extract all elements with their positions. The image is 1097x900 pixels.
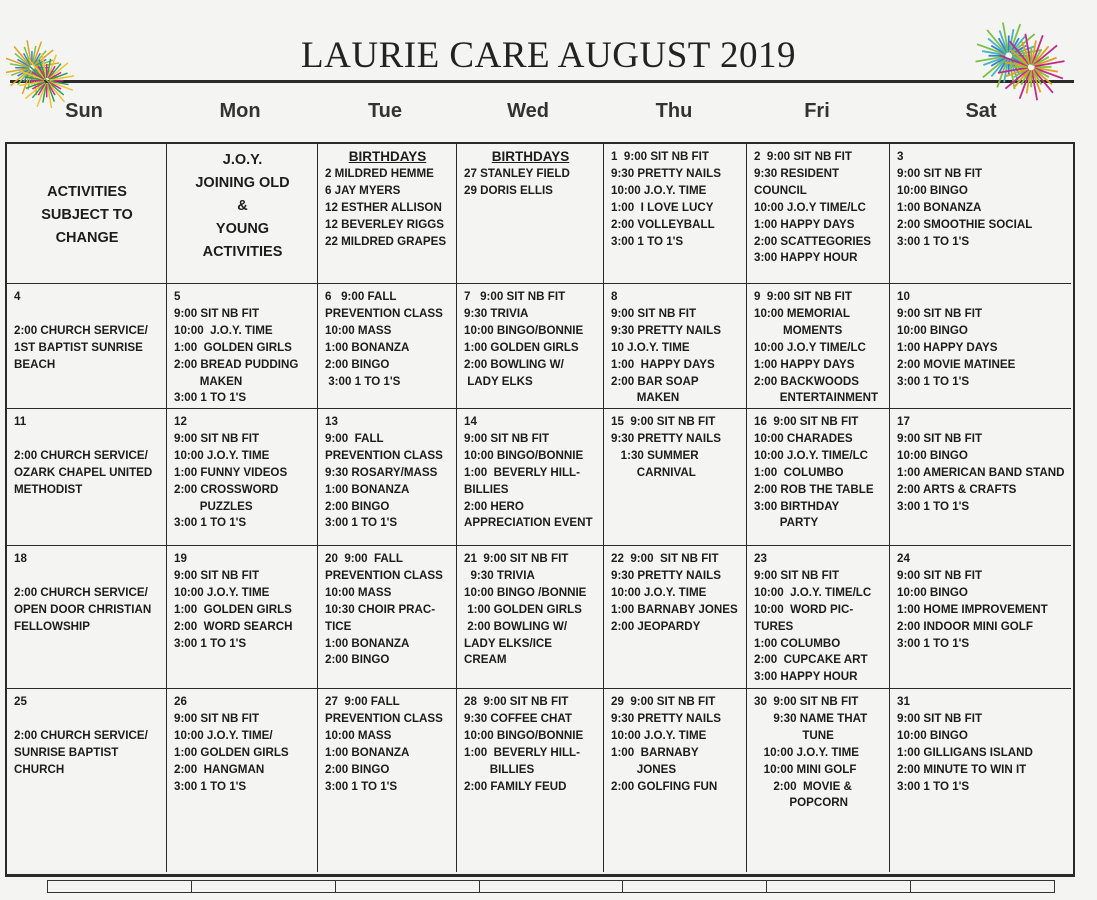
cell-line: 2:00 BINGO [325, 499, 390, 513]
cell-line: 9:00 SIT NB FIT [897, 711, 983, 725]
cell-line: OPEN DOOR CHRISTIAN [14, 602, 152, 616]
cell-line: MAKEN [611, 391, 680, 405]
calendar-cell [167, 284, 318, 409]
weekday-label: Sat [965, 100, 997, 122]
cell-line: 10:00 J.O.Y. TIME [174, 448, 270, 462]
cell-line: 16 9:00 SIT NB FIT [754, 415, 859, 428]
cell-line: 2:00 ARTS & CRAFTS [897, 482, 1017, 496]
cell-line: J.O.Y. [222, 152, 263, 168]
cell-line: 3:00 1 TO 1'S [174, 636, 247, 650]
cell-line: 1:00 COLUMBO [754, 636, 841, 650]
calendar-cell [747, 409, 890, 546]
cell-line: 3:00 HAPPY HOUR [754, 251, 858, 265]
calendar-cell [604, 546, 747, 689]
cell-line: 9:00 SIT NB FIT [897, 166, 983, 180]
cell-line: 2:00 MOVIE & [754, 779, 852, 793]
cell-line: 1:00 I LOVE LUCY [611, 200, 714, 214]
cell-line: 3:00 1 TO 1'S [897, 636, 970, 650]
cell-line: 27 STANLEY FIELD [464, 166, 570, 180]
cell-line: 9:30 RESIDENT [754, 166, 840, 180]
cell-line: APPRECIATION EVENT [464, 516, 593, 530]
cell-line: 3:00 1 TO 1'S [325, 779, 398, 793]
cell-line: PREVENTION CLASS [325, 448, 443, 462]
cell-line [14, 568, 160, 585]
cell-line: OZARK CHAPEL UNITED [14, 465, 153, 479]
calendar-cell [457, 409, 604, 546]
cell-line: 3 [897, 150, 904, 163]
cell-line: 1:00 FUNNY VIDEOS [174, 465, 288, 479]
cell-line: 2:00 SMOOTHIE SOCIAL [897, 217, 1033, 231]
cell-line: 10:00 J.O.Y. TIME/LC [754, 448, 869, 462]
calendar-cell [747, 144, 890, 284]
weekday-label: Tue [367, 100, 403, 122]
cell-line: TICE [325, 619, 352, 633]
cell-line: ACTIVITIES [202, 244, 283, 260]
calendar-cell [167, 546, 318, 689]
title-rule [10, 80, 1074, 83]
cell-line: 10:00 WORD PIC- [754, 602, 854, 616]
cell-line: 1:00 BARNABY JONES [611, 602, 738, 616]
cell-line: 13 [325, 415, 338, 428]
weekday-header [0, 100, 1097, 130]
calendar-cell [604, 144, 747, 284]
cell-line: 10:00 J.O.Y. TIME [611, 728, 707, 742]
calendar-cell [7, 144, 167, 284]
calendar-cell [604, 284, 747, 409]
cell-line: 25 [14, 695, 27, 708]
calendar-grid [5, 142, 1075, 876]
cell-line: 10:00 J.O.Y. TIME [174, 323, 273, 337]
cell-line: 9:30 ROSARY/MASS [325, 465, 438, 479]
cell-line: 10:00 J.O.Y TIME/LC [754, 200, 866, 214]
calendar-cell [604, 409, 747, 546]
calendar-cell [167, 409, 318, 546]
cell-line: BIRTHDAYS [491, 149, 570, 164]
cell-line: 9:00 SIT NB FIT [897, 431, 983, 445]
cell-line: PARTY [754, 516, 819, 530]
cell-line: 9:00 SIT NB FIT [897, 568, 983, 582]
cell-line: 2:00 SCATTEGORIES [754, 234, 872, 248]
cell-line: CREAM [464, 653, 507, 667]
cell-line: 15 9:00 SIT NB FIT [611, 415, 716, 428]
cell-line: FELLOWSHIP [14, 619, 90, 633]
cell-line: 9:00 SIT NB FIT [611, 306, 697, 320]
calendar-cell [7, 546, 167, 689]
cell-line: & [237, 198, 248, 214]
cell-line: 6 JAY MYERS [325, 183, 401, 197]
cell-line: 10:00 BINGO /BONNIE [464, 585, 587, 599]
cell-line: 9:00 FALL [325, 431, 384, 445]
cell-line: 3:00 1 TO 1'S [897, 779, 970, 793]
cell-line: 2:00 BINGO [325, 653, 390, 667]
cell-line: 6 9:00 FALL [325, 290, 397, 303]
cell-line: 1:00 BEVERLY HILL- [464, 745, 580, 759]
cell-line: LADY ELKS [464, 374, 533, 388]
cell-line: 2:00 BINGO [325, 762, 390, 776]
cell-line: 1:00 BARNABY [611, 745, 699, 759]
cell-line: 10:00 BINGO/BONNIE [464, 448, 584, 462]
cell-line: 3:00 1 TO 1'S [897, 499, 970, 513]
calendar-cell [890, 144, 1071, 284]
cell-line: 9 9:00 SIT NB FIT [754, 290, 852, 303]
cell-line: TUNE [754, 728, 834, 742]
cell-line: 31 [897, 695, 910, 708]
cell-line: 1:00 GOLDEN GIRLS [174, 340, 292, 354]
cell-line: 10:00 BINGO [897, 323, 968, 337]
cell-line: 8 [611, 290, 618, 303]
cell-line: 5 [174, 290, 181, 303]
cell-line: 17 [897, 415, 910, 428]
cell-line: 7 9:00 SIT NB FIT [464, 290, 566, 303]
cell-line: 10:00 BINGO [897, 183, 968, 197]
cell-line: 2:00 BREAD PUDDING [174, 357, 299, 371]
cell-line: 1:00 COLUMBO [754, 465, 844, 479]
cell-line: 10:00 J.O.Y TIME/LC [754, 340, 866, 354]
cell-line: 9:00 SIT NB FIT [174, 431, 260, 445]
cell-line: 2:00 HERO [464, 499, 524, 513]
cell-line: 3:00 1 TO 1'S [174, 779, 247, 793]
cell-line: 2:00 ROB THE TABLE [754, 482, 874, 496]
cell-line: 1:00 GOLDEN GIRLS [464, 340, 579, 354]
cell-line: LADY ELKS/ICE [464, 636, 553, 650]
cell-line: 12 BEVERLEY RIGGS [325, 217, 444, 231]
calendar-cell [747, 546, 890, 689]
cell-line: 2:00 BOWLING W/ [464, 357, 564, 371]
cell-line: 2:00 CHURCH SERVICE/ [14, 585, 148, 599]
cell-line: 10:00 BINGO/BONNIE [464, 728, 584, 742]
cell-line: BILLIES [464, 762, 535, 776]
cell-line: 10:00 MASS [325, 585, 392, 599]
cell-line: 2:00 CHURCH SERVICE/ [14, 728, 148, 742]
cell-line: 2:00 BACKWOODS [754, 374, 860, 388]
cell-line: 1 9:00 SIT NB FIT [611, 150, 709, 163]
cell-line: 10:00 CHARADES [754, 431, 853, 445]
cell-line [14, 306, 160, 323]
cell-line: PREVENTION CLASS [325, 568, 443, 582]
fireworks-icon [975, 22, 1065, 112]
cell-line: BIRTHDAYS [348, 149, 427, 164]
divider [5, 876, 1075, 877]
weekday-label: Fri [804, 100, 830, 122]
calendar-cell [890, 689, 1071, 872]
cell-line: ENTERTAINMENT [754, 391, 879, 405]
cell-line: 1:00 HAPPY DAYS [897, 340, 998, 354]
cell-line: 2:00 CHURCH SERVICE/ [14, 323, 148, 337]
cell-line: 10:00 BINGO/BONNIE [464, 323, 584, 337]
cell-line: 12 ESTHER ALLISON [325, 200, 442, 214]
cell-line: 10 [897, 290, 910, 303]
calendar-cell [318, 546, 457, 689]
cell-line: 26 [174, 695, 187, 708]
calendar-cell [318, 284, 457, 409]
calendar-cell [457, 689, 604, 872]
cell-line: CHANGE [55, 229, 119, 246]
cell-line: 23 [754, 552, 767, 565]
cell-line: 10:00 BINGO [897, 448, 968, 462]
cell-line: 9:30 PRETTY NAILS [611, 166, 721, 180]
cell-line: 10:00 J.O.Y. TIME [174, 585, 270, 599]
cell-line: 3:00 1 TO 1'S [174, 391, 247, 405]
cell-line: 3:00 1 TO 1'S [174, 516, 247, 530]
cell-line: 24 [897, 552, 910, 565]
cell-line: 3:00 1 TO 1'S [325, 374, 401, 388]
cell-line: BEACH [14, 357, 56, 371]
calendar-cell [7, 409, 167, 546]
cell-line: 1:00 GOLDEN GIRLS [174, 745, 289, 759]
calendar-cell [457, 284, 604, 409]
cell-line: 9:30 PRETTY NAILS [611, 323, 721, 337]
cell-line: 2:00 BAR SOAP [611, 374, 699, 388]
cell-line: TURES [754, 619, 794, 633]
cell-line: 9:00 SIT NB FIT [174, 568, 260, 582]
calendar-cell [747, 689, 890, 872]
calendar-cell [318, 144, 457, 284]
cell-line: 1:00 GOLDEN GIRLS [174, 602, 292, 616]
cell-line: 22 9:00 SIT NB FIT [611, 552, 719, 565]
cell-line: 9:00 SIT NB FIT [897, 306, 983, 320]
cell-line: 1:00 BONANZA [325, 340, 410, 354]
calendar-cell [318, 409, 457, 546]
weekday-label: Thu [655, 100, 693, 122]
calendar-cell [318, 689, 457, 872]
cell-line: 19 [174, 552, 187, 565]
cell-line: 2:00 BOWLING W/ [464, 619, 568, 633]
calendar-cell [890, 546, 1071, 689]
cell-line: 3:00 1 TO 1'S [897, 234, 970, 248]
cell-line: 3:00 HAPPY HOUR [754, 670, 858, 684]
cell-line: 2:00 CUPCAKE ART [754, 653, 868, 667]
calendar-cell [7, 284, 167, 409]
cell-line: 9:30 COFFEE CHAT [464, 711, 573, 725]
cell-line: 1:00 BONANZA [897, 200, 982, 214]
calendar-cell [7, 689, 167, 872]
cell-line: 1:00 GOLDEN GIRLS [464, 602, 582, 616]
calendar-cell [747, 284, 890, 409]
cell-line: 10 J.O.Y. TIME [611, 340, 690, 354]
cell-line: 2:00 HANGMAN [174, 762, 265, 776]
cell-line: 10:00 MASS [325, 728, 392, 742]
cell-line: 10:00 MASS [325, 323, 392, 337]
cell-line: PUZZLES [174, 499, 253, 513]
cell-line: COUNCIL [754, 183, 807, 197]
cell-line: YOUNG [215, 221, 270, 237]
calendar-cell [457, 546, 604, 689]
cell-line: 2 9:00 SIT NB FIT [754, 150, 852, 163]
cell-line: 27 9:00 FALL [325, 695, 400, 708]
cell-line: 9:30 TRIVIA [464, 306, 529, 320]
cell-line: PREVENTION CLASS [325, 711, 443, 725]
calendar-cell [604, 689, 747, 872]
cell-line: SUNRISE BAPTIST [14, 745, 119, 759]
cell-line: 9:00 SIT NB FIT [174, 711, 260, 725]
cell-line: 18 [14, 552, 27, 565]
cell-line: 2:00 CHURCH SERVICE/ [14, 448, 148, 462]
cell-line: 10:00 J.O.Y. TIME [611, 585, 707, 599]
cell-line: 10:00 J.O.Y. TIME/ [174, 728, 273, 742]
calendar-cell [890, 284, 1071, 409]
cell-line: 9:30 NAME THAT [754, 711, 868, 725]
calendar-cell [167, 144, 318, 284]
cell-line: ACTIVITIES [47, 183, 127, 200]
cell-line: 3:00 1 TO 1'S [897, 374, 970, 388]
cell-line: 2:00 CROSSWORD [174, 482, 279, 496]
cell-line: PREVENTION CLASS [325, 306, 443, 320]
cell-line: SUBJECT TO [41, 206, 133, 223]
weekday-label: Sun [65, 100, 103, 122]
cell-line: 2:00 JEOPARDY [611, 619, 701, 633]
cell-line: 2:00 INDOOR MINI GOLF [897, 619, 1033, 633]
cell-line: 2:00 WORD SEARCH [174, 619, 293, 633]
cell-line: 20 9:00 FALL [325, 552, 403, 565]
cell-line: 3:00 1 TO 1'S [611, 234, 684, 248]
cell-line: 2:00 BINGO [325, 357, 390, 371]
cell-line: 3:00 1 TO 1'S [325, 516, 398, 530]
cell-line: 2:00 MINUTE TO WIN IT [897, 762, 1027, 776]
cell-line: 2 MILDRED HEMME [325, 166, 434, 180]
calendar-cell [457, 144, 604, 284]
page-title: LAURIE CARE AUGUST 2019 [301, 35, 796, 76]
cell-line: 9:00 SIT NB FIT [464, 431, 550, 445]
cell-line: 1:00 AMERICAN BAND STAND [897, 465, 1065, 479]
cell-line: 1:00 BONANZA [325, 745, 410, 759]
cell-line [14, 711, 160, 728]
cell-line: 22 MILDRED GRAPES [325, 234, 447, 248]
cell-line: 14 [464, 415, 477, 428]
cell-line: 1:00 BEVERLY HILL- [464, 465, 580, 479]
cell-line: 1ST BAPTIST SUNRISE [14, 340, 143, 354]
cell-line: 9:00 SIT NB FIT [754, 568, 840, 582]
cell-line: 9:30 PRETTY NAILS [611, 568, 721, 582]
cell-line: 10:00 J.O.Y. TIME [611, 183, 707, 197]
cell-line: 12 [174, 415, 187, 428]
weekday-label: Wed [507, 100, 549, 122]
cell-line: 1:00 GILLIGANS ISLAND [897, 745, 1033, 759]
cell-line: MOMENTS [754, 323, 843, 337]
cell-line: 2:00 VOLLEYBALL [611, 217, 715, 231]
cell-line: 10:00 J.O.Y. TIME/LC [754, 585, 872, 599]
cell-line: JONES [611, 762, 677, 776]
cell-line: MAKEN [174, 374, 243, 388]
cell-line: 11 [14, 415, 27, 428]
cell-line: 10:30 CHOIR PRAC- [325, 602, 436, 616]
cell-line: 1:00 HOME IMPROVEMENT [897, 602, 1048, 616]
cell-line: 10:00 BINGO [897, 728, 968, 742]
cell-line: POPCORN [754, 796, 849, 810]
calendar-cell [890, 409, 1071, 546]
cell-line: 1:00 HAPPY DAYS [611, 357, 715, 371]
cell-line: 9:30 PRETTY NAILS [611, 711, 721, 725]
cell-line: CARNIVAL [611, 465, 696, 479]
cell-line: 29 DORIS ELLIS [464, 183, 553, 197]
bottom-strip [47, 880, 1055, 893]
cell-line: CHURCH [14, 762, 65, 776]
cell-line: 9:30 PRETTY NAILS [611, 431, 721, 445]
cell-line: 1:00 BONANZA [325, 636, 410, 650]
cell-line: 10:00 J.O.Y. TIME [754, 745, 860, 759]
cell-line: 3:00 BIRTHDAY [754, 499, 840, 513]
cell-line: 2:00 FAMILY FEUD [464, 779, 567, 793]
weekday-label: Mon [219, 100, 261, 122]
cell-line: 10:00 BINGO [897, 585, 968, 599]
cell-line: 2:00 MOVIE MATINEE [897, 357, 1016, 371]
cell-line: 29 9:00 SIT NB FIT [611, 695, 716, 708]
cell-line: 28 9:00 SIT NB FIT [464, 695, 569, 708]
cell-line: 9:00 SIT NB FIT [174, 306, 260, 320]
cell-line: BILLIES [464, 482, 509, 496]
cell-line: 9:30 TRIVIA [464, 568, 535, 582]
calendar-cell [167, 689, 318, 872]
cell-line: 30 9:00 SIT NB FIT [754, 695, 859, 708]
cell-line: 4 [14, 290, 21, 303]
cell-line: 10:00 MEMORIAL [754, 306, 850, 320]
cell-line: 2:00 GOLFING FUN [611, 779, 718, 793]
cell-line: 21 9:00 SIT NB FIT [464, 552, 569, 565]
cell-line: 1:00 BONANZA [325, 482, 410, 496]
cell-line [14, 431, 160, 448]
cell-line: METHODIST [14, 482, 83, 496]
cell-line: 10:00 MINI GOLF [754, 762, 857, 776]
cell-line: JOINING OLD [195, 175, 290, 191]
cell-line: 1:00 HAPPY DAYS [754, 217, 855, 231]
cell-line: 1:30 SUMMER [611, 448, 699, 462]
cell-line: 1:00 HAPPY DAYS [754, 357, 855, 371]
